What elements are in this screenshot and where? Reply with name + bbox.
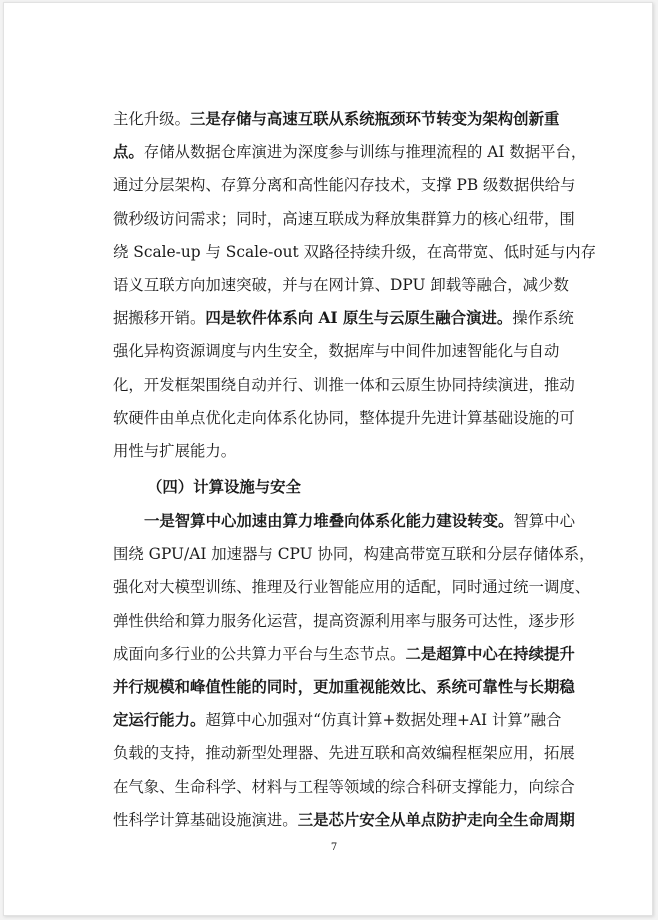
text-line xyxy=(113,436,553,466)
bold-text-segment: 三是芯片安全从单点防护走向全生命周期 xyxy=(297,810,575,829)
text-line xyxy=(113,805,575,835)
text-segment: 化，开发框架围绕自动并行、训推一体和云原生协同持续演进，推动 xyxy=(113,375,575,394)
text-segment: 主化升级。 xyxy=(113,110,190,128)
text-line xyxy=(113,639,575,669)
text-segment: 智算中心 xyxy=(513,512,575,530)
text-segment: 强化对大模型训练、推理及行业智能应用的适配，同时通过统一调度、 xyxy=(113,578,591,597)
text-segment: 绕 Scale-up 与 Scale-out 双路径持续升级，在高带宽、低时延与内存 xyxy=(113,242,597,261)
text-segment: 软硬件由单点优化走向体系化协同，整体提升先进计算基础设施的可 xyxy=(113,408,575,427)
text-line xyxy=(113,672,575,702)
text-segment: 通过分层架构、存算分离和高性能闪存技术，支撑 PB 级数据供给与 xyxy=(113,176,576,195)
text-line xyxy=(113,303,574,333)
bold-text-segment: 一是智算中心加速由算力堆叠向体系化能力建设转变。 xyxy=(144,512,514,530)
text-line xyxy=(113,572,591,602)
bold-text-segment: 点。 xyxy=(113,143,144,162)
text-segment: 据搬移开销。 xyxy=(113,309,206,328)
bold-text-segment: 四是软件体系向 AI 原生与云原生融合演进。 xyxy=(205,309,513,328)
text-line xyxy=(113,170,576,200)
text-line xyxy=(113,705,562,735)
section-heading: （四）计算设施与安全 xyxy=(147,478,301,496)
text-segment: 强化异构资源调度与内生安全，数据库与中间件加速智能化与自动 xyxy=(113,342,560,361)
text-segment: 用性与扩展能力。 xyxy=(113,442,237,460)
bold-text-segment: 并行规模和峰值性能的同时，更加重视能效比、系统可靠性与长期稳 xyxy=(113,678,575,696)
text-segment: 微秒级访问需求；同时，高速互联成为释放集群算力的核心纽带，围 xyxy=(113,209,575,228)
text-line xyxy=(113,403,575,433)
document-page xyxy=(3,2,653,916)
text-line xyxy=(144,506,575,536)
text-line xyxy=(113,772,575,802)
text-line xyxy=(113,137,587,167)
text-segment: 超算中心加强对“仿真计算+数据处理+AI 计算”融合 xyxy=(205,711,562,730)
text-line xyxy=(113,336,560,366)
text-line xyxy=(113,370,575,400)
text-line xyxy=(113,204,575,234)
text-line xyxy=(113,539,595,569)
text-line xyxy=(113,606,575,636)
text-segment: 弹性供给和算力服务化运营，提高资源利用率与服务可达性，逐步形 xyxy=(113,611,575,630)
text-segment: 性科学计算基础设施演进。 xyxy=(113,810,298,829)
bold-text-segment: 三是存储与高速互联从系统瓶颈环节转变为架构创新重 xyxy=(189,110,560,128)
text-segment: 存储从数据仓库演进为深度参与训练与推理流程的 AI 数据平台， xyxy=(143,143,587,162)
text-segment: 语义互联方向加速突破，并与在网计算、DPU 卸载等融合，减少数 xyxy=(113,276,569,294)
text-segment: 围绕 GPU/AI 加速器与 CPU 协同，构建高带宽互联和分层存储体系， xyxy=(113,545,595,564)
text-line xyxy=(113,270,569,300)
text-line xyxy=(113,738,575,768)
bold-text-segment: 二是超算中心在持续提升 xyxy=(405,644,575,663)
text-segment: 操作系统 xyxy=(512,309,574,328)
text-line xyxy=(113,237,597,267)
text-segment: 负载的支持，推动新型处理器、先进互联和高效编程框架应用，拓展 xyxy=(113,744,575,763)
text-segment: 在气象、生命科学、材料与工程等领域的综合科研支撑能力，向综合 xyxy=(113,777,575,796)
text-segment: 成面向多行业的公共算力平台与生态节点。 xyxy=(113,644,406,663)
bold-text-segment: 定运行能力。 xyxy=(113,711,206,730)
text-line xyxy=(113,104,560,134)
page-number: 7 xyxy=(330,842,338,853)
